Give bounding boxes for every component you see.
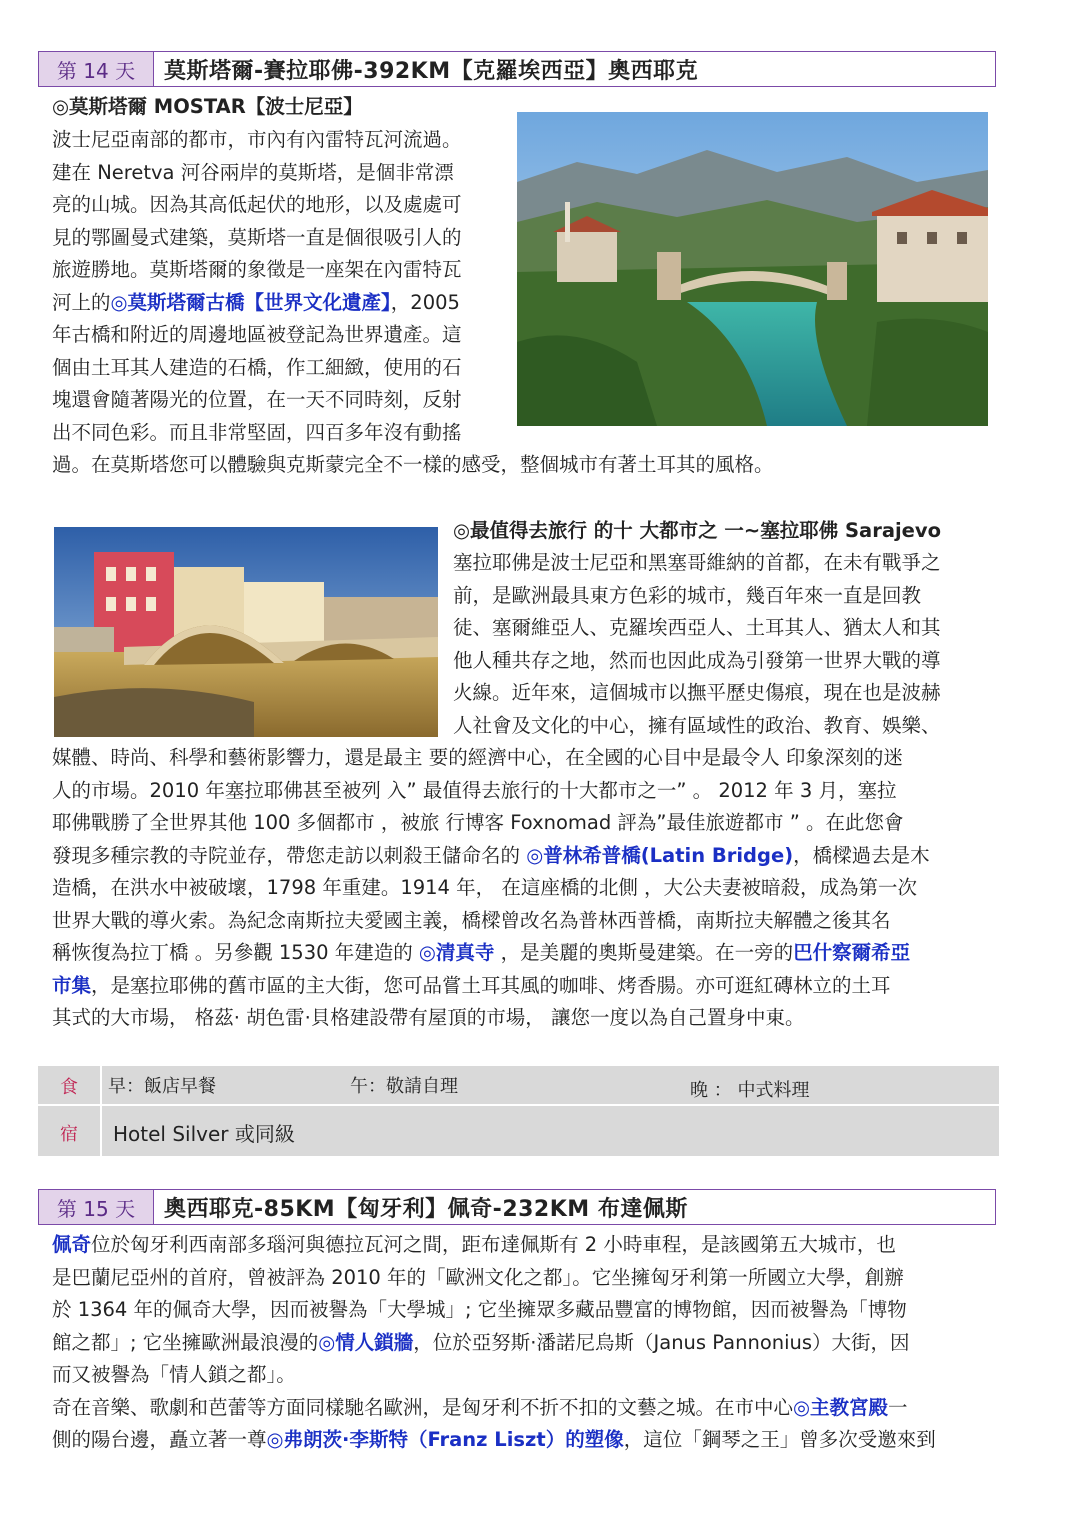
text: 稱恢復為拉丁橋 。另參觀 1530 年建造的	[52, 941, 419, 964]
old-bridge-link[interactable]: ◎莫斯塔爾古橋【世界文化遺產】	[110, 290, 391, 314]
pecs-line: 是巴蘭尼亞州的首府，曾被評為 2010 年的「歐洲文化之都」。它坐擁匈牙利第一所國立大學，創辦	[52, 1265, 904, 1289]
meal-table	[38, 1066, 999, 1156]
mostar-photo	[517, 112, 988, 426]
sarajevo-line: 人的市場。2010 年塞拉耶佛甚至被列 入” 最值得去旅行的十大都市之一” 。 2012 年 3 月，塞拉	[52, 778, 897, 802]
latin-bridge-link[interactable]: ◎普林希普橋(Latin Bridge)	[526, 843, 794, 867]
day15-header	[38, 1189, 996, 1225]
bishop-palace-link[interactable]: ◎主教宮殿	[793, 1395, 889, 1419]
meal-row	[38, 1066, 999, 1104]
mostar-line: 個由土耳其人建造的石橋，作工細緻，使用的石	[52, 355, 462, 379]
mostar-line: 年古橋和附近的周邊地區被登記為世界遺產。這	[52, 323, 462, 346]
sarajevo-line: 他人種共存之地，然而也因此成為引發第一世界大戰的導	[453, 648, 941, 672]
pecs-line	[52, 1392, 1012, 1425]
text: 位於匈牙利西南部多瑙河與德拉瓦河之間，距布達佩斯有 2 小時車程，是該國第五大城市，也	[91, 1233, 896, 1256]
sarajevo-line: 塞拉耶佛是波士尼亞和黑塞哥維納的首都，在未有戰爭之	[453, 551, 941, 574]
text: ，2005	[390, 290, 460, 314]
day14-header	[38, 51, 996, 87]
text: 河上的	[52, 290, 111, 314]
text: ，是塞拉耶佛的舊市區的主大街，您可品嘗土耳其風的咖啡、烤香腸。亦可逛紅磚林立的土耳	[91, 973, 891, 997]
bascarsija-link[interactable]: 巴什察爾希亞	[793, 941, 911, 964]
text: ，這位「鋼琴之王」曾多次受邀來到	[623, 1428, 936, 1451]
pecs-text	[52, 1229, 1012, 1457]
text: ，位於亞努斯·潘諾尼烏斯（Janus Pannonius）大街，因	[413, 1330, 910, 1354]
day14-title: 莫斯塔爾-賽拉耶佛-392KM【克羅埃西亞】奧西耶克	[164, 58, 699, 84]
mostar-line: 見的鄂圖曼式建築，莫斯塔一直是個很吸引人的	[52, 225, 462, 249]
sarajevo-line: 其式的大市場， 格茲· 胡色雷·貝格建設帶有屋頂的市場， 讓您一度以為自己置身中東。	[52, 1006, 805, 1029]
text: ，橋樑過去是木	[793, 843, 930, 867]
day15-title: 奧西耶克-85KM【匈牙利】佩奇-232KM 布達佩斯	[164, 1196, 688, 1222]
mostar-line: 亮的山城。因為其高低起伏的地形，以及處處可	[52, 193, 462, 216]
text: 奇在音樂、歌劇和芭蕾等方面同樣馳名歐洲，是匈牙利不折不扣的文藝之城。在市中心	[52, 1395, 794, 1419]
mostar-line	[52, 287, 512, 320]
hotel-name: Hotel Silver 或同級	[113, 1122, 295, 1146]
sarajevo-line: 徒、塞爾維亞人、克羅埃西亞人、土耳其人、猶太人和其	[453, 616, 941, 639]
day15-label: 第 15 天	[39, 1190, 154, 1224]
text: 一	[888, 1395, 908, 1419]
breakfast: 早：飯店早餐	[108, 1076, 216, 1097]
sarajevo-line: 世界大戰的導火索。為紀念南斯拉夫愛國主義，橋樑曾改名為普林西普橋，南斯拉夫解體之後其名	[52, 908, 891, 932]
text: ，是美麗的奧斯曼建築。在一旁的	[494, 941, 794, 964]
pecs-line	[52, 1424, 1012, 1457]
sarajevo-line: 耶佛戰勝了全世界其他 100 多個都市 ，被旅 行博客 Foxnomad 評為”最佳旅遊都市 ” 。在此您會	[52, 811, 904, 834]
pecs-line	[52, 1229, 1012, 1262]
market-link[interactable]: 市集	[52, 973, 92, 997]
sarajevo-line	[52, 970, 1012, 1003]
liszt-statue-link[interactable]: ◎弗朗茨·李斯特（Franz Liszt）的塑像	[266, 1428, 624, 1451]
sarajevo-line: 造橋，在洪水中被破壞，1798 年重建。1914 年， 在這座橋的北側 ，大公夫妻被暗殺，成為第一次	[52, 876, 918, 899]
sarajevo-line: 前，是歐洲最具東方色彩的城市，幾百年來一直是回教	[453, 583, 922, 607]
pecs-line	[52, 1327, 1012, 1360]
pecs-line: 於 1364 年的佩奇大學，因而被譽為「大學城」; 它坐擁眾多藏品豐富的博物館，因而被譽為「博物	[52, 1298, 907, 1321]
pecs-link[interactable]: 佩奇	[52, 1233, 92, 1256]
lunch: 午：敬請自理	[350, 1076, 458, 1097]
mostar-text	[52, 124, 512, 449]
hotel-row	[38, 1106, 999, 1156]
text: 館之都」; 它坐擁歐洲最浪漫的	[52, 1330, 319, 1354]
mosque-link[interactable]: ◎清真寺	[418, 941, 495, 964]
mostar-line: 塊還會隨著陽光的位置，在一天不同時刻，反射	[52, 388, 462, 411]
dinner: 晚 ： 中式料理	[690, 1080, 810, 1101]
mostar-line: 旅遊勝地。莫斯塔爾的象徵是一座架在內雷特瓦	[52, 258, 462, 281]
sarajevo-text-col	[453, 547, 1003, 742]
latin-bridge-photo	[54, 527, 438, 737]
sarajevo-text-full	[52, 742, 1012, 1035]
sarajevo-heading: ◎最值得去旅行 的十 大都市之 一~塞拉耶佛 Sarajevo	[453, 519, 942, 542]
food-icon: 食	[60, 1077, 78, 1098]
mostar-line: 建在 Neretva 河谷兩岸的莫斯塔，是個非常漂	[52, 160, 454, 184]
hotel-icon: 宿	[60, 1124, 78, 1145]
text: 側的陽台邊，矗立著一尊	[52, 1428, 267, 1451]
mostar-line: 波士尼亞南部的都市，市內有內雷特瓦河流過。	[52, 128, 462, 151]
mostar-line: 出不同色彩。而且非常堅固，四百多年沒有動搖	[52, 420, 462, 444]
sarajevo-line: 火線。近年來，這個城市以撫平歷史傷痕，現在也是波赫	[453, 681, 941, 704]
mostar-last-line: 過。在莫斯塔您可以體驗與克斯蒙完全不一樣的感受，整個城市有著土耳其的風格。	[52, 453, 774, 476]
pecs-line: 而又被譽為「情人鎖之都」。	[52, 1363, 296, 1386]
sarajevo-line	[52, 840, 1012, 873]
love-lock-wall-link[interactable]: ◎情人鎖牆	[318, 1330, 414, 1354]
day14-label: 第 14 天	[39, 52, 154, 86]
sarajevo-line: 媒體、時尚、科學和藝術影響力，還是最主 要的經濟中心，在全國的心目中是最令人 印象深刻的迷	[52, 746, 903, 769]
text: 發現多種宗教的寺院並存，帶您走訪以刺殺王儲命名的	[52, 843, 527, 867]
sarajevo-line	[52, 937, 1012, 970]
mostar-heading: ◎莫斯塔爾 MOSTAR【波士尼亞】	[52, 95, 363, 118]
sarajevo-line: 人社會及文化的中心，擁有區域性的政治、教育、娛樂、	[453, 713, 941, 737]
